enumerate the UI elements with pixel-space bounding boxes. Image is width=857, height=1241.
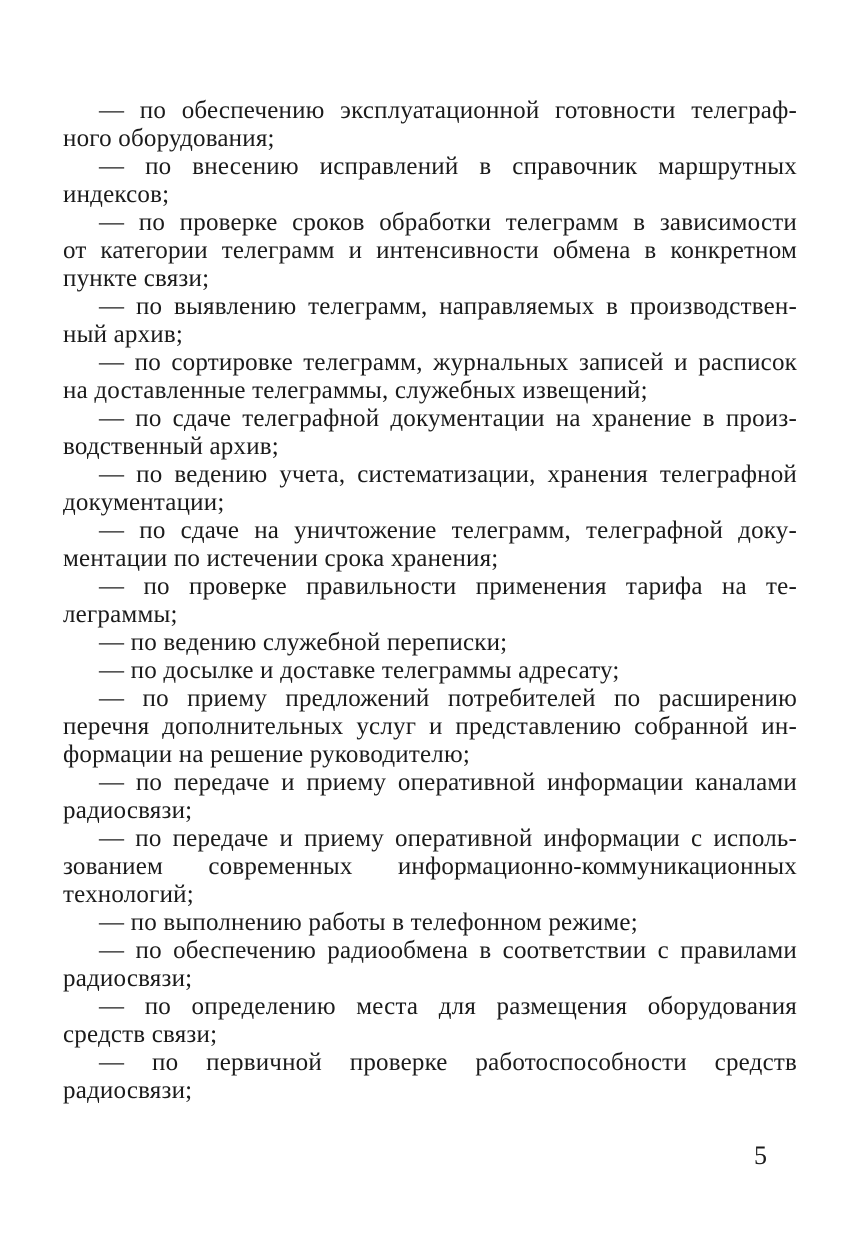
text-line: перечня дополнительных услуг и представлению собранной ин- bbox=[63, 713, 797, 740]
paragraph bbox=[63, 293, 797, 349]
text-line: — по сдаче телеграфной документации на хранение в произ- bbox=[99, 405, 797, 432]
text-line: — по первичной проверке работоспособности средств bbox=[99, 1049, 797, 1076]
text-line: пункте связи; bbox=[63, 265, 210, 292]
text-line: — по обеспечению эксплуатационной готовности телеграф- bbox=[99, 97, 797, 124]
text-line: средств связи; bbox=[63, 1021, 218, 1048]
text-line: — по выявлению телеграмм, направляемых в производствен- bbox=[99, 293, 797, 320]
text-line: — по передаче и приему оперативной информации каналами bbox=[99, 769, 797, 796]
text-line: — по внесению исправлений в справочник маршрутных bbox=[99, 153, 797, 180]
text-line: — по сдаче на уничтожение телеграмм, телеграфной доку- bbox=[99, 517, 797, 544]
text-line: — по ведению служебной переписки; bbox=[99, 629, 508, 656]
paragraph bbox=[63, 685, 797, 769]
text-line: — по передаче и приему оперативной информации с исполь- bbox=[99, 825, 797, 852]
text-line: леграммы; bbox=[63, 601, 178, 628]
paragraph bbox=[63, 97, 797, 153]
paragraph bbox=[63, 573, 797, 629]
text-line: зованием современных информационно-коммуникационных bbox=[63, 853, 797, 880]
paragraph bbox=[63, 517, 797, 573]
paragraph bbox=[63, 209, 797, 293]
paragraph bbox=[63, 405, 797, 461]
text-block bbox=[63, 97, 797, 1105]
paragraph bbox=[63, 657, 797, 685]
paragraph bbox=[63, 349, 797, 405]
text-line: ный архив; bbox=[63, 321, 184, 348]
paragraph bbox=[63, 909, 797, 937]
text-line: — по определению места для размещения оборудования bbox=[99, 993, 797, 1020]
paragraph bbox=[63, 629, 797, 657]
text-line: радиосвязи; bbox=[63, 965, 193, 992]
text-line: — по выполнению работы в телефонном режиме; bbox=[99, 909, 638, 936]
text-line: ного оборудования; bbox=[63, 125, 275, 152]
text-line: — по досылке и доставке телеграммы адресату; bbox=[99, 657, 620, 684]
text-line: ментации по истечении срока хранения; bbox=[63, 545, 499, 572]
paragraph bbox=[63, 461, 797, 517]
text-line: — по ведению учета, систематизации, хранения телеграфной bbox=[99, 461, 797, 488]
text-line: — по проверке правильности применения тарифа на те- bbox=[99, 573, 797, 600]
paragraph bbox=[63, 769, 797, 825]
text-line: технологий; bbox=[63, 881, 194, 908]
paragraph bbox=[63, 825, 797, 909]
page-footer bbox=[63, 1141, 797, 1171]
text-line: на доставленные телеграммы, служебных извещений; bbox=[63, 377, 648, 404]
text-line: — по сортировке телеграмм, журнальных записей и расписок bbox=[99, 349, 797, 376]
paragraph bbox=[63, 993, 797, 1049]
text-line: — по проверке сроков обработки телеграмм в зависимости bbox=[99, 209, 797, 236]
text-line: от категории телеграмм и интенсивности обмена в конкретном bbox=[63, 237, 797, 264]
text-line: радиосвязи; bbox=[63, 1077, 193, 1104]
text-line: водственный архив; bbox=[63, 433, 279, 460]
paragraph bbox=[63, 1049, 797, 1105]
text-line: индексов; bbox=[63, 181, 170, 208]
text-line: формации на решение руководителю; bbox=[63, 741, 471, 768]
page-number: 5 bbox=[754, 1141, 767, 1170]
text-line: радиосвязи; bbox=[63, 797, 193, 824]
paragraph bbox=[63, 937, 797, 993]
paragraph bbox=[63, 153, 797, 209]
text-line: — по приему предложений потребителей по расширению bbox=[99, 685, 797, 712]
text-line: документации; bbox=[63, 489, 225, 516]
text-line: — по обеспечению радиообмена в соответствии с правилами bbox=[99, 937, 797, 964]
